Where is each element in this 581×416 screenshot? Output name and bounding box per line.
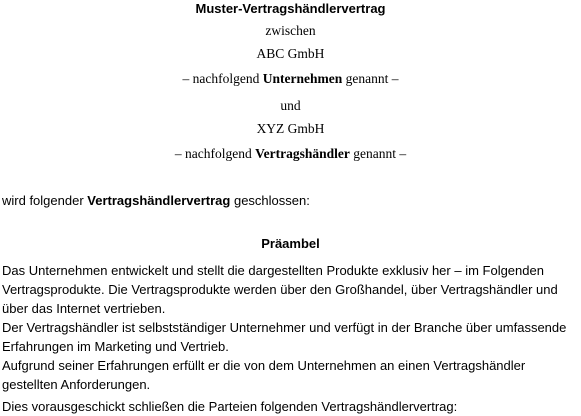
paragraph-line: Dies vorausgeschickt schließen die Parteien folgenden Vertragshändlervertrag: bbox=[2, 399, 458, 414]
document-title: Muster-Vertragshändlervertrag bbox=[195, 1, 386, 16]
paragraph-line: Erfahrungen im Marketing und Vertrieb. bbox=[2, 339, 229, 354]
concluded-prefix: wird folgender bbox=[2, 193, 88, 208]
party-one-alias bbox=[0, 71, 581, 87]
party-two-name: XYZ GmbH bbox=[256, 121, 325, 136]
preamble-paragraph-3 bbox=[2, 356, 578, 394]
party-one-alias-prefix: – nachfolgend bbox=[182, 71, 263, 86]
party-two-alias bbox=[0, 146, 581, 162]
preamble-paragraph-1 bbox=[2, 261, 578, 318]
party-one-alias-name: Unternehmen bbox=[262, 71, 343, 86]
between-text: zwischen bbox=[265, 23, 316, 38]
paragraph-line: über das Internet vertrieben. bbox=[2, 301, 166, 316]
paragraph-line: Der Vertragshändler ist selbstständiger Unternehmer und verfügt in der Branche über umfassende bbox=[2, 320, 567, 335]
preamble-heading: Präambel bbox=[261, 236, 320, 251]
preamble-paragraph-2 bbox=[2, 318, 578, 356]
concluded-sentence bbox=[2, 193, 310, 209]
concluded-name: Vertragshändlervertrag bbox=[87, 193, 231, 208]
and-text: und bbox=[280, 98, 301, 113]
party-two-alias-prefix: – nachfolgend bbox=[174, 146, 256, 161]
party-one-alias-suffix: genannt – bbox=[342, 71, 399, 86]
preamble-paragraph-4 bbox=[2, 397, 578, 416]
paragraph-line: gestellten Anforderungen. bbox=[2, 377, 151, 392]
paragraph-line: Das Unternehmen entwickelt und stellt die dargestellten Produkte exklusiv her – im Folgenden bbox=[2, 263, 544, 278]
party-two-alias-suffix: genannt – bbox=[349, 146, 407, 161]
concluded-suffix: geschlossen: bbox=[230, 193, 310, 208]
party-two-alias-name: Vertragshändler bbox=[255, 146, 350, 161]
party-one-name: ABC GmbH bbox=[256, 46, 325, 61]
paragraph-line: Aufgrund seiner Erfahrungen erfüllt er die von dem Unternehmen an einen Vertragshändler bbox=[2, 358, 526, 373]
paragraph-line: Vertragsprodukte. Die Vertragsprodukte werden über den Großhandel, über Vertragshändler und bbox=[2, 282, 558, 297]
